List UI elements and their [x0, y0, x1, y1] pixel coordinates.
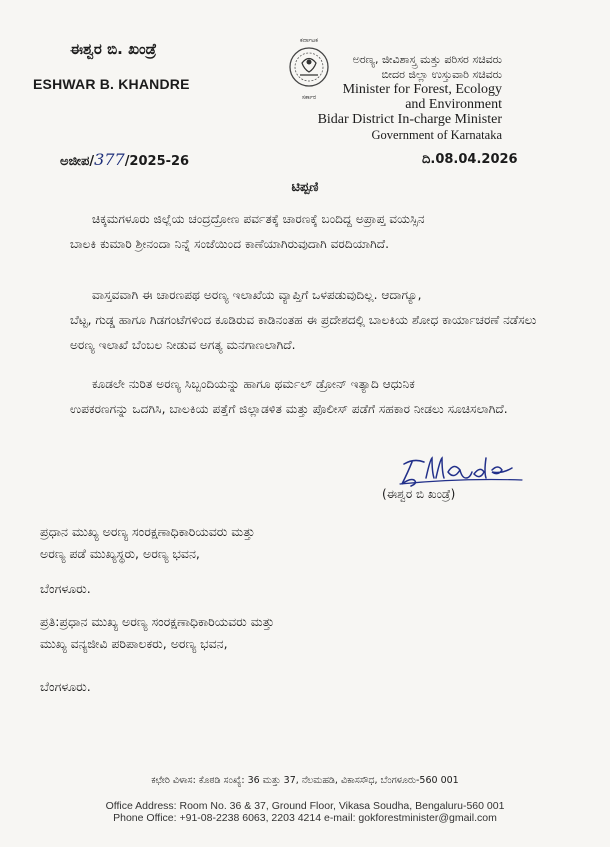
paragraph-3-first-line: ಕೂಡಲೇ ನುರಿತ ಅರಣ್ಯ ಸಿಬ್ಬಂದಿಯನ್ನು ಹಾಗೂ ಥರ್ಮಲ್ ಡ್ರೋನ್ ಇತ್ಯಾದಿ ಆಧುನಿಕ [92, 377, 415, 391]
government-label: Government of Karnataka [371, 128, 502, 142]
designation-english-2: and Environment [405, 97, 502, 112]
recipient-block [40, 521, 255, 565]
reference-handwritten-number: 377 [94, 150, 125, 169]
recipient-line-1: ಪ್ರಧಾನ ಮುಖ್ಯ ಅರಣ್ಯ ಸಂರಕ್ಷಣಾಧಿಕಾರಿಯವರು ಮತ್ತು [40, 524, 255, 539]
emblem-text-bottom: ಸರ್ಕಾರ [301, 94, 317, 101]
paragraph-2-rest: ಬೆಟ್ಟ, ಗುಡ್ಡ ಹಾಗೂ ಗಿಡಗಂಟೆಗಳಿಂದ ಕೂಡಿರುವ ಕಾಡಿನಂತಹ ಈ ಪ್ರದೇಶದಲ್ಲಿ ಬಾಲಕಿಯ ಶೋಧ ಕಾರ್ಯಾಚರಣೆ ನಡೆಸಲು ಅರಣ್ಯ ಇಲಾಖೆ ಬೆಂಬಲ ನೀಡುವ ಅಗತ್ಯ ಮನಗಾಣಲಾಗಿದೆ. [70, 313, 537, 352]
signature-name: (ಈಶ್ವರ ಬಿ ಖಂಡ್ರೆ) [382, 487, 456, 501]
footer-contact [0, 800, 610, 824]
minister-name-kannada: ಈಶ್ವರ ಬಿ. ಖಂಡ್ರೆ [70, 40, 157, 58]
document-heading: ಟಿಪ್ಪಣಿ [291, 180, 319, 195]
footer-address-kannada: ಕಛೇರಿ ವಿಳಾಸ: ಕೊಠಡಿ ಸಂಖ್ಯೆ: 36 ಮತ್ತು 37, ನೆಲಮಹಡಿ, ವಿಕಾಸಸೌಧ, ಬೆಂಗಳೂರು-560 001 [151, 775, 459, 786]
paragraph-3-rest: ಉಪಕರಣಗನ್ನು ಒದಗಿಸಿ, ಬಾಲಕಿಯ ಪತ್ತೆಗೆ ಜಿಲ್ಲಾಡಳಿತ ಮತ್ತು ಪೊಲೀಸ್ ಪಡೆಗೆ ಸಹಕಾರ ನೀಡಲು ಸೂಚಿಸಲಾಗಿದೆ. [70, 402, 508, 416]
emblem-text-top: ಕರ್ನಾಟಕ [300, 37, 318, 44]
designation-english-1: Minister for Forest, Ecology [342, 82, 502, 97]
paragraph-1-rest: ಬಾಲಕಿ ಕುಮಾರಿ ಶ್ರೀನಂದಾ ನಿನ್ನೆ ಸಂಜೆಯಿಂದ ಕಾಣೆಯಾಗಿರುವುದಾಗಿ ವರದಿಯಾಗಿದೆ. [70, 237, 390, 251]
reference-number [60, 150, 189, 169]
paragraph-2 [70, 283, 560, 358]
footer-address-english: Office Address: Room No. 36 & 37, Ground Floor, Vikasa Soudha, Bengaluru-560 001 [105, 800, 505, 812]
recipient-line-2: ಅರಣ್ಯ ಪಡೆ ಮುಖ್ಯಸ್ಥರು, ಅರಣ್ಯ ಭವನ, [40, 546, 200, 561]
reference-suffix: /2025-26 [124, 154, 190, 169]
designation-block [252, 52, 502, 143]
copy-to-line-2: ಮುಖ್ಯ ವನ್ಯಜೀವಿ ಪರಿಪಾಲಕರು, ಅರಣ್ಯ ಭವನ, [40, 636, 228, 651]
reference-prefix: ಅಜೀಪ/ [60, 154, 95, 169]
recipient-city: ಬೆಂಗಳೂರು. [40, 581, 91, 596]
designation-english-3: Bidar District In-charge Minister [317, 112, 502, 127]
copy-to-line-1: ಪ್ರತಿ:ಪ್ರಧಾನ ಮುಖ್ಯ ಅರಣ್ಯ ಸಂರಕ್ಷಣಾಧಿಕಾರಿಯವರು ಮತ್ತು [40, 614, 275, 629]
copy-to-block [40, 611, 274, 655]
designation-kannada-1: ಅರಣ್ಯ, ಜೀವಿಶಾಸ್ತ್ರ ಮತ್ತು ಪರಿಸರ ಸಚಿವರು [352, 53, 502, 66]
paragraph-1-first-line: ಚಿಕ್ಕಮಗಳೂರು ಜಿಲ್ಲೆಯ ಚಂದ್ರದ್ರೋಣ ಪರ್ವತಕ್ಕೆ ಚಾರಣಕ್ಕೆ ಬಂದಿದ್ದ ಅಪ್ರಾಪ್ತ ವಯಸ್ಸಿನ [92, 212, 425, 226]
minister-name-english: ESHWAR B. KHANDRE [33, 76, 190, 92]
copy-to-city: ಬೆಂಗಳೂರು. [40, 679, 91, 694]
document-date: ದಿ.08.04.2026 [422, 152, 518, 167]
paragraph-2-first-line: ವಾಸ್ತವವಾಗಿ ಈ ಚಾರಣಪಥ ಅರಣ್ಯ ಇಲಾಖೆಯ ವ್ಯಾಪ್ತಿಗೆ ಒಳಪಡುವುದಿಲ್ಲ. ಆದಾಗ್ಯೂ, [92, 288, 422, 302]
footer-phone-email: Phone Office: +91-08-2238 6063, 2203 4214 e-mail: gokforestminister@gmail.com [113, 812, 497, 824]
designation-kannada-2: ಬೀದರ ಜಿಲ್ಲಾ ಉಸ್ತುವಾರಿ ಸಚಿವರು [381, 68, 502, 81]
signature-icon [396, 450, 526, 490]
paragraph-1 [70, 207, 560, 257]
paragraph-3 [70, 372, 560, 422]
